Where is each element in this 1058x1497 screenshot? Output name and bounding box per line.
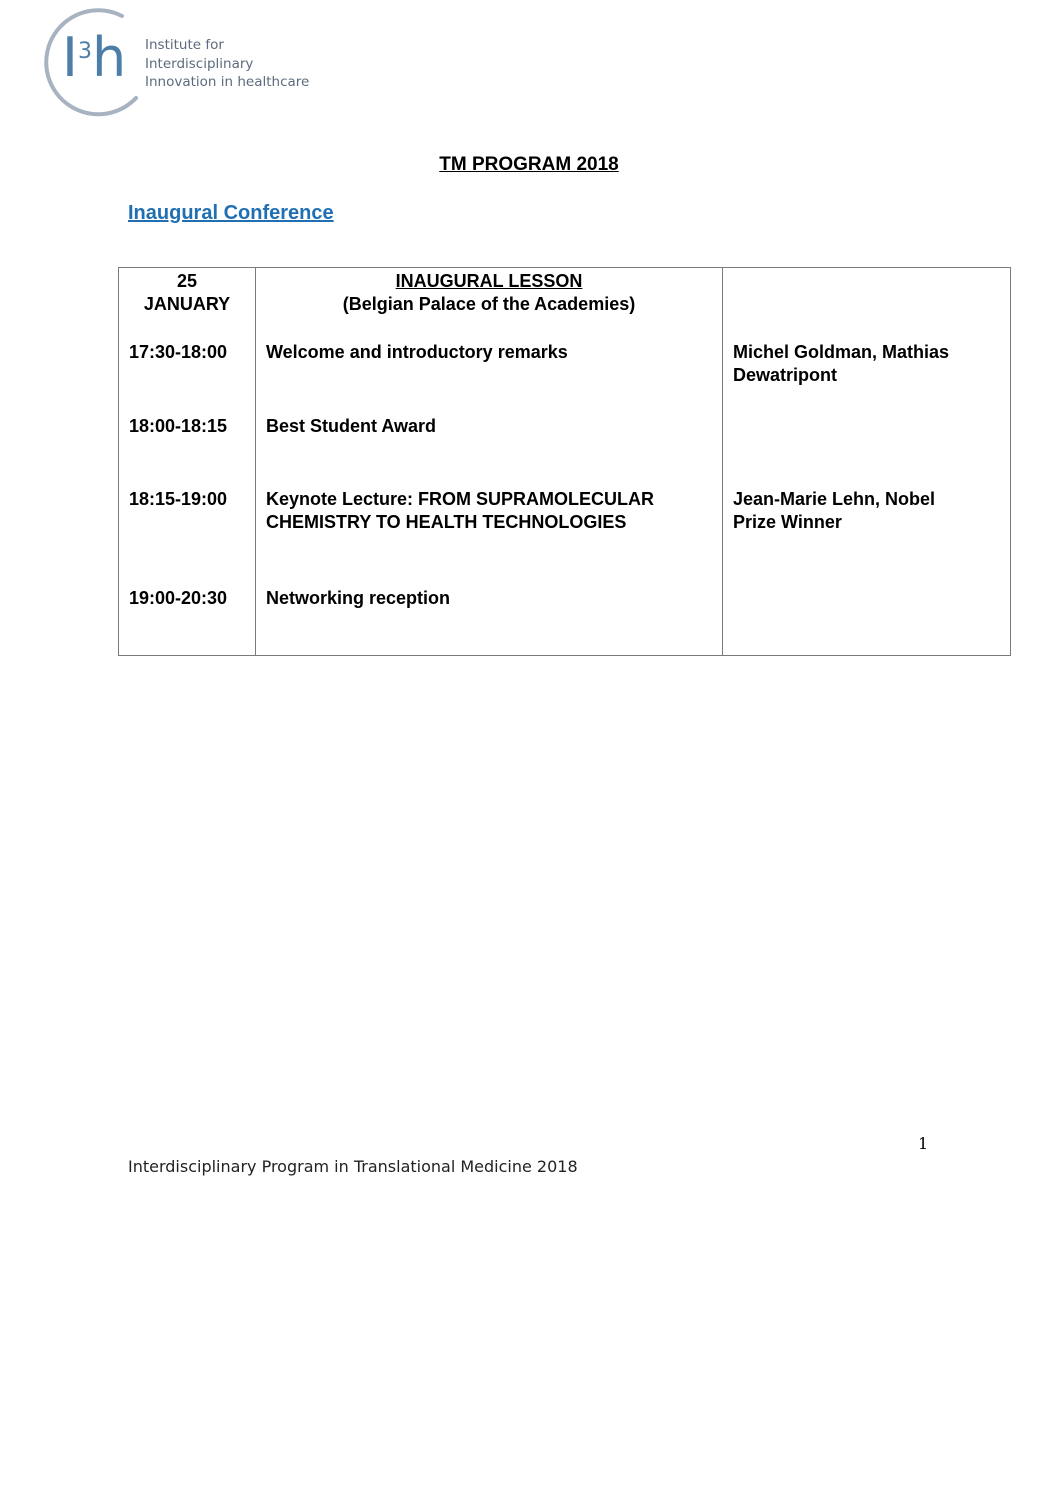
event-cell bbox=[256, 587, 723, 655]
logo-line: Innovation in healthcare bbox=[145, 74, 310, 90]
logo-mark-main: I bbox=[62, 26, 78, 89]
table-row bbox=[119, 587, 1011, 655]
date-cell bbox=[119, 268, 256, 342]
event-line: CHEMISTRY TO HEALTH TECHNOLOGIES bbox=[266, 512, 627, 533]
time-cell: 18:00-18:15 bbox=[119, 415, 256, 489]
event-line: Welcome and introductory remarks bbox=[266, 342, 568, 363]
time-cell: 18:15-19:00 bbox=[119, 488, 256, 587]
lesson-title: INAUGURAL LESSON bbox=[395, 271, 583, 291]
speaker-cell bbox=[723, 415, 1011, 489]
speaker-line: Prize Winner bbox=[733, 512, 842, 533]
program-table bbox=[118, 267, 1011, 656]
logo-mark bbox=[62, 28, 126, 88]
header-cell bbox=[256, 268, 723, 342]
event-cell bbox=[256, 488, 723, 587]
page-number: 1 bbox=[918, 1134, 929, 1153]
page-footer: Interdisciplinary Program in Translational Medicine 2018 bbox=[128, 1157, 578, 1176]
institute-logo bbox=[36, 6, 310, 122]
logo-line: Institute for bbox=[145, 37, 224, 53]
speaker-cell bbox=[723, 488, 1011, 587]
event-cell bbox=[256, 341, 723, 415]
table-row bbox=[119, 268, 1011, 342]
lesson-venue: (Belgian Palace of the Academies) bbox=[342, 294, 636, 314]
event-line: Keynote Lecture: FROM SUPRAMOLECULAR bbox=[266, 489, 655, 510]
speaker-line: Jean-Marie Lehn, Nobel bbox=[733, 489, 936, 510]
time-cell: 19:00-20:30 bbox=[119, 587, 256, 655]
event-cell bbox=[256, 415, 723, 489]
speaker-cell bbox=[723, 341, 1011, 415]
table-row bbox=[119, 415, 1011, 489]
date-month: JANUARY bbox=[143, 294, 231, 314]
event-line: Networking reception bbox=[266, 588, 451, 609]
event-line: Best Student Award bbox=[266, 415, 437, 436]
speaker-line: Michel Goldman, Mathias bbox=[733, 342, 950, 363]
empty-cell bbox=[723, 268, 1011, 342]
speaker-line: Dewatripont bbox=[733, 365, 838, 386]
table-row bbox=[119, 488, 1011, 587]
logo-text bbox=[145, 36, 309, 92]
section-link-inaugural-conference[interactable]: Inaugural Conference bbox=[128, 202, 334, 224]
logo-line: Interdisciplinary bbox=[145, 55, 254, 72]
speaker-cell bbox=[723, 587, 1011, 655]
date-day: 25 bbox=[176, 271, 198, 291]
table-row bbox=[119, 341, 1011, 415]
page-title: TM PROGRAM 2018 bbox=[439, 154, 619, 175]
logo-mark-sup: 3 bbox=[77, 39, 92, 64]
logo-mark-end: h bbox=[91, 26, 127, 89]
time-cell: 17:30-18:00 bbox=[119, 341, 256, 415]
